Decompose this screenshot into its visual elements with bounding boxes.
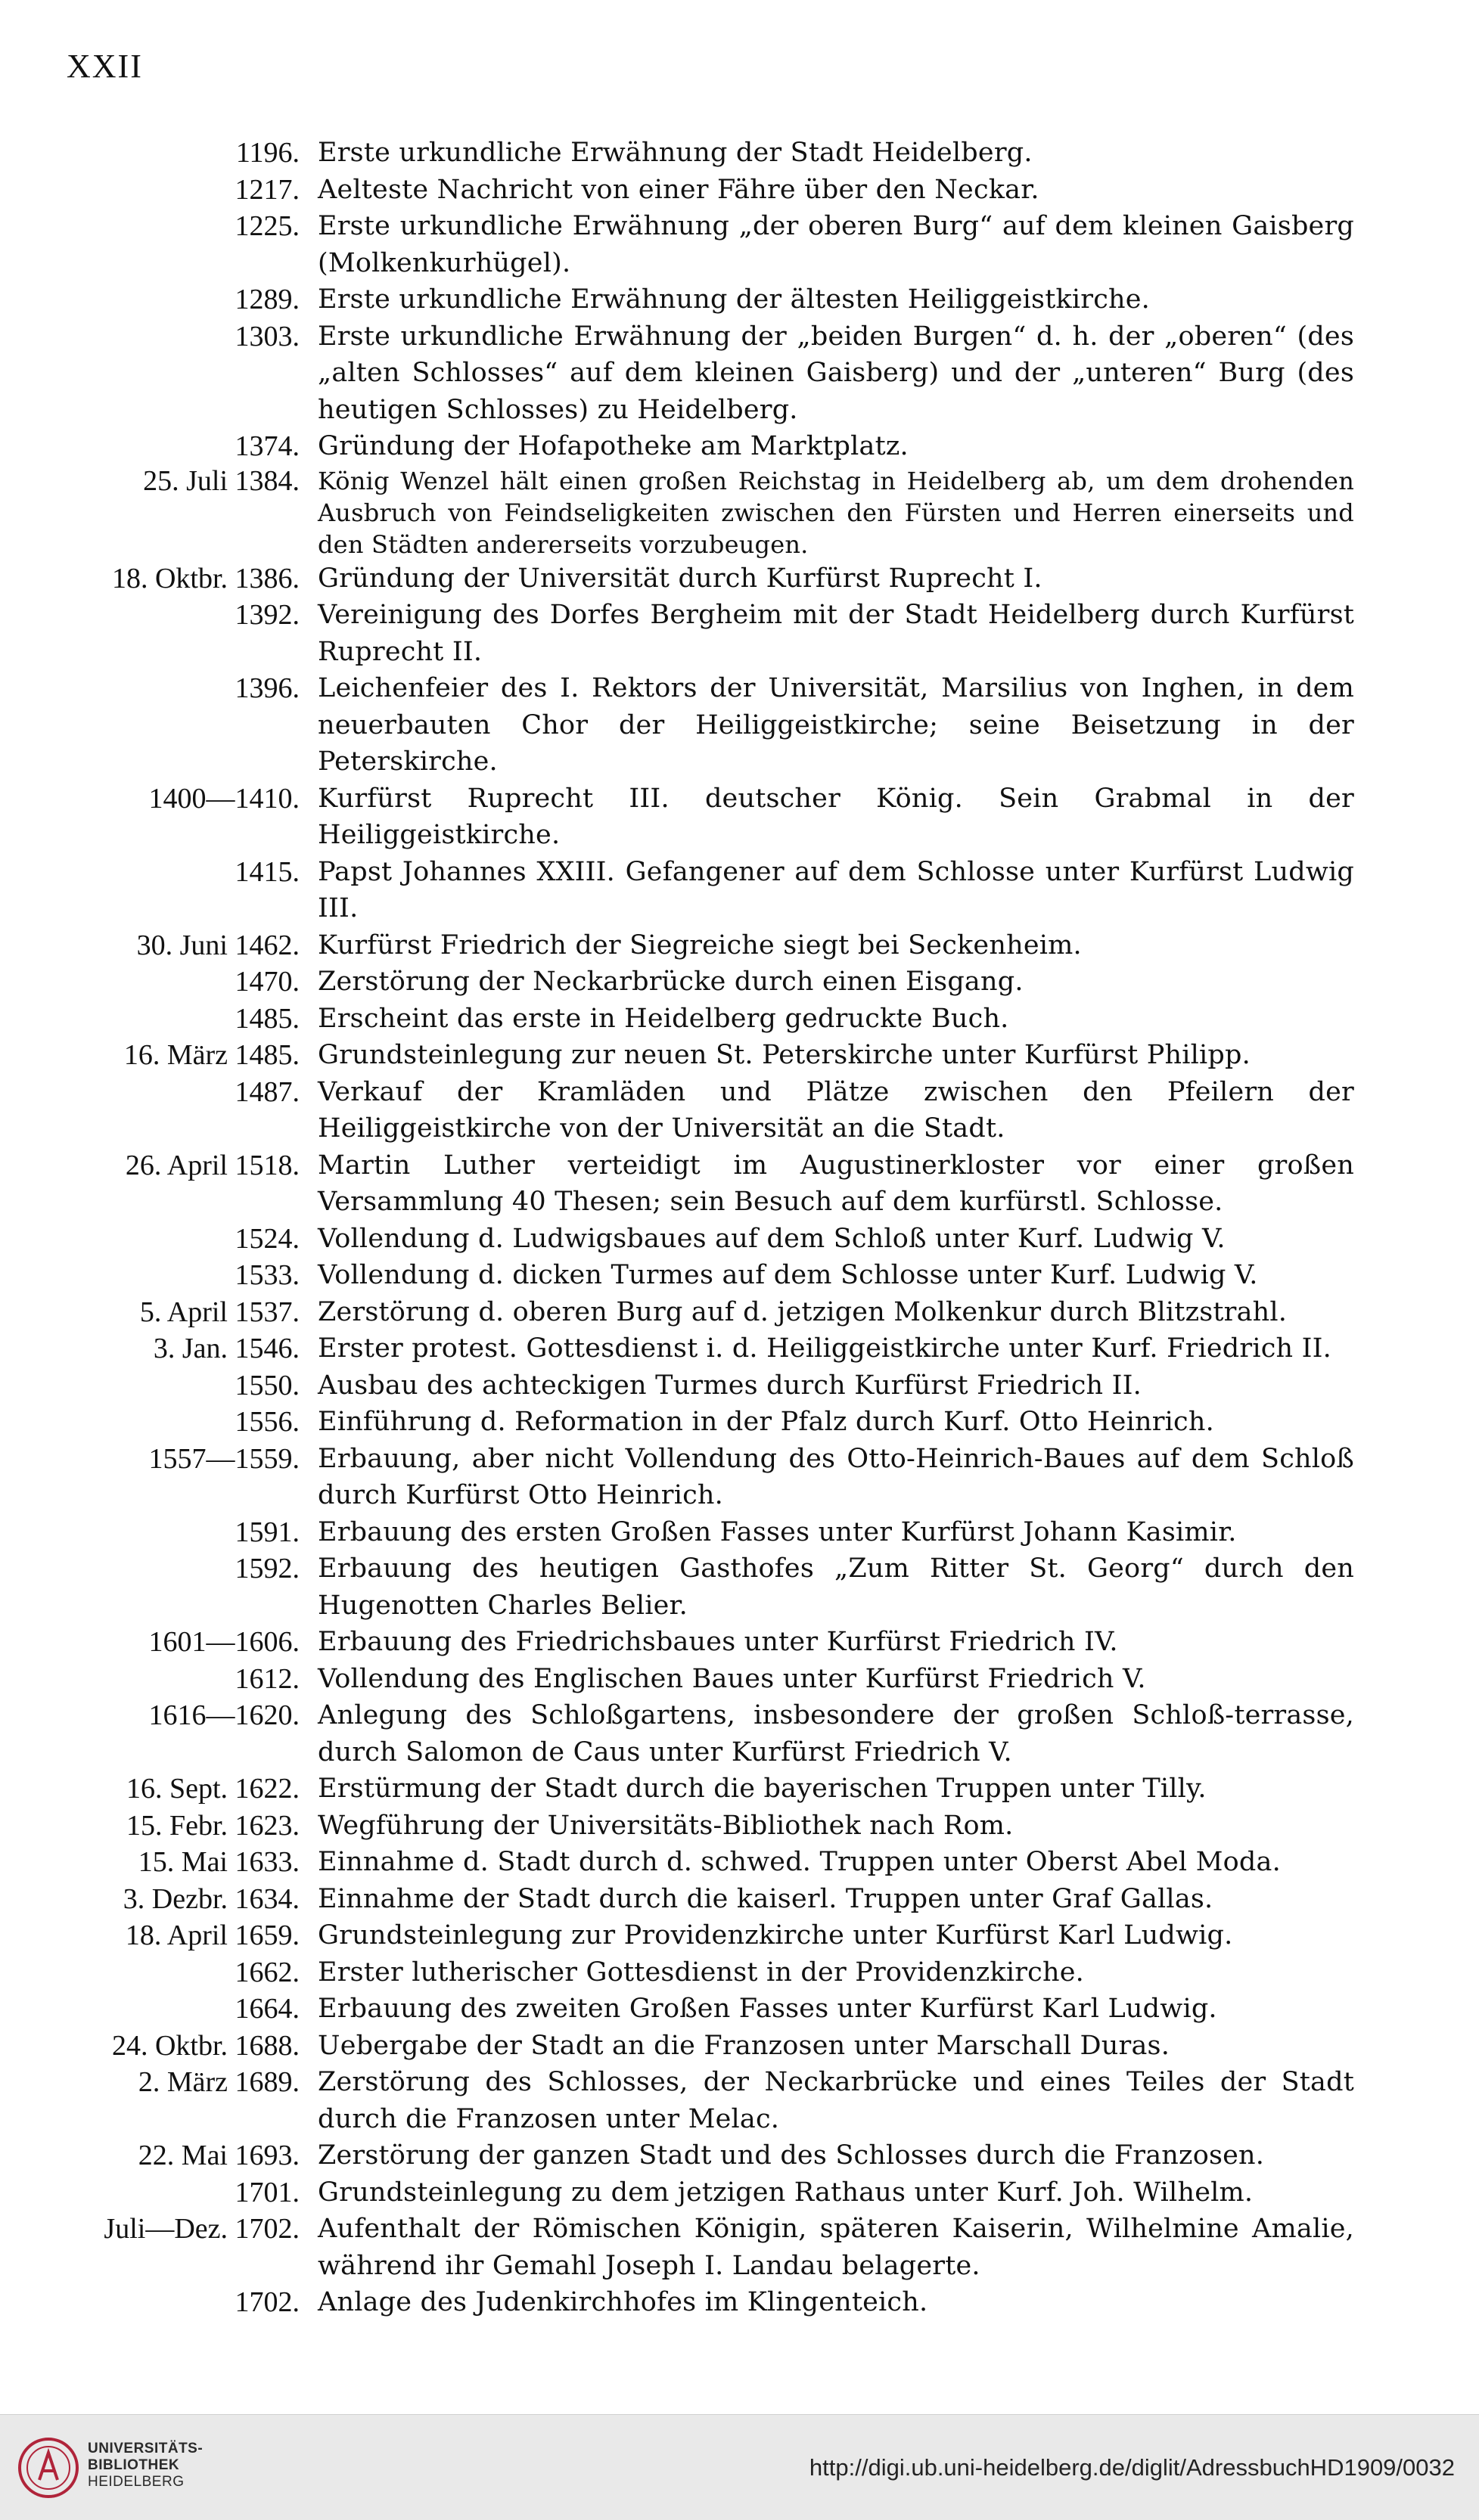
entry-text: Einnahme der Stadt durch die kaiserl. Truppen unter Graf Gallas. — [318, 1883, 1213, 1914]
entry-date: 1524. — [235, 1222, 300, 1255]
entry-text: Erbauung des Friedrichsbaues unter Kurfürst Friedrich IV. — [318, 1627, 1118, 1657]
entry-date: 1612. — [235, 1662, 300, 1695]
entry-date: 15. Mai 1633. — [138, 1846, 300, 1878]
chronology-entry — [38, 1367, 1354, 1404]
entry-text: König Wenzel hält einen großen Reichstag in Heidelberg ab, um dem drohenden Ausbruch von Feindseligkeiten zwischen den Fürsten und Herren einerseits und den Städten andererseits vorzubeugen. — [318, 466, 1354, 559]
chronology-entry — [38, 1771, 1354, 1808]
chronology-entry — [38, 1001, 1354, 1038]
chronology-entry — [38, 781, 1354, 854]
entry-date: 1601—1606. — [148, 1626, 300, 1658]
entry-text: Vollendung d. dicken Turmes auf dem Schlosse unter Kurf. Ludwig V. — [318, 1260, 1258, 1290]
chronology-entry — [38, 1330, 1354, 1367]
entry-text: Aufenthalt der Römischen Königin, späteren Kaiserin, Wilhelmine Amalie, während ihr Gemahl Joseph I. Landau belagerte. — [318, 2214, 1354, 2281]
entry-text: Erscheint das erste in Heidelberg gedruckte Buch. — [318, 1003, 1009, 1034]
chronology-entry — [38, 964, 1354, 1001]
entry-date: 1415. — [235, 855, 300, 888]
entry-date: 26. April 1518. — [125, 1149, 300, 1181]
entry-text: Aelteste Nachricht von einer Fähre über den Neckar. — [318, 174, 1039, 205]
chronology-entry — [38, 1037, 1354, 1074]
entry-date: 3. Jan. 1546. — [153, 1333, 300, 1364]
chronology-entry — [38, 1697, 1354, 1771]
chronology-entry — [38, 1624, 1354, 1661]
entry-date: 1701. — [235, 2176, 300, 2208]
entry-date: 22. Mai 1693. — [138, 2140, 300, 2171]
entry-text: Wegführung der Universitäts-Bibliothek nach Rom. — [318, 1810, 1014, 1841]
entry-text: Erste urkundliche Erwähnung der „beiden Burgen“ d. h. der „oberen“ (des „alten Schlosses“ auf dem kleinen Gaisberg) und der „unteren“ Burg (des heutigen Schlosses) zu Heidelberg. — [318, 321, 1354, 425]
entry-text: Vollendung des Englischen Baues unter Kurfürst Friedrich V. — [318, 1663, 1146, 1694]
chronology-entry — [38, 1257, 1354, 1294]
entry-text: Grundsteinlegung zur neuen St. Peterskirche unter Kurfürst Philipp. — [318, 1040, 1251, 1070]
entry-text: Zerstörung der Neckarbrücke durch einen Eisgang. — [318, 967, 1024, 997]
institution-line: UNIVERSITÄTS- — [88, 2441, 204, 2456]
chronology-entry — [38, 1404, 1354, 1441]
entry-date: 24. Oktbr. 1688. — [111, 2029, 300, 2062]
chronology-entry — [38, 1514, 1354, 1551]
chronology-entry — [38, 1844, 1354, 1881]
chronology-entry — [38, 1550, 1354, 1624]
entry-date: 1225. — [235, 210, 300, 242]
chronology-entry — [38, 597, 1354, 670]
chronology-entry — [38, 1221, 1354, 1258]
entry-date: 2. März 1689. — [138, 2066, 300, 2098]
chronology-entry — [38, 208, 1354, 281]
entry-text: Vereinigung des Dorfes Bergheim mit der Stadt Heidelberg durch Kurfürst Ruprecht II. — [318, 600, 1354, 667]
entry-text: Erste urkundliche Erwähnung der ältesten Heiliggeistkirche. — [318, 284, 1150, 315]
entry-date: 1396. — [235, 672, 300, 704]
entry-text: Erbauung des ersten Großen Fasses unter Kurfürst Johann Kasimir. — [318, 1516, 1237, 1547]
entry-date: 1217. — [235, 173, 300, 206]
chronology-entry — [38, 2174, 1354, 2211]
entry-date: 1557—1559. — [148, 1442, 300, 1475]
page-number: XXII — [67, 48, 143, 85]
entry-date: 18. April 1659. — [125, 1919, 300, 1951]
entry-text: Erste urkundliche Erwähnung „der oberen Burg“ auf dem kleinen Gaisberg (Molkenkurhügel). — [318, 211, 1354, 278]
chronology-entry — [38, 1808, 1354, 1845]
university-seal-icon — [17, 2436, 80, 2500]
entry-date: 1485. — [235, 1002, 300, 1035]
chronology-entry — [38, 670, 1354, 781]
chronology-entry — [38, 1881, 1354, 1918]
chronology-entry — [38, 2211, 1354, 2284]
entry-date: 1702. — [235, 2286, 300, 2318]
entry-date: 5. April 1537. — [139, 1296, 300, 1328]
chronology-entry — [38, 2284, 1354, 2321]
entry-text: Papst Johannes XXIII. Gefangener auf dem Schlosse unter Kurfürst Ludwig III. — [318, 856, 1354, 923]
chronology-entry — [38, 281, 1354, 318]
entry-text: Grundsteinlegung zu dem jetzigen Rathaus unter Kurf. Joh. Wilhelm. — [318, 2177, 1254, 2208]
entry-text: Leichenfeier des I. Rektors der Universität, Marsilius von Inghen, in dem neuerbauten Chor der Heiliggeistkirche; seine Beisetzung in der Peterskirche. — [318, 673, 1354, 777]
entry-text: Einführung d. Reformation in der Pfalz durch Kurf. Otto Heinrich. — [318, 1407, 1214, 1437]
institution-line: HEIDELBERG — [88, 2474, 185, 2490]
entry-text: Ausbau des achteckigen Turmes durch Kurfürst Friedrich II. — [318, 1370, 1142, 1401]
entry-text: Erbauung, aber nicht Vollendung des Otto-Heinrich-Baues auf dem Schloß durch Kurfürst Otto Heinrich. — [318, 1443, 1354, 1510]
entry-text: Zerstörung d. oberen Burg auf d. jetzigen Molkenkur durch Blitzstrahl. — [318, 1296, 1288, 1327]
entry-date: 1487. — [235, 1075, 300, 1108]
chronology-entry — [38, 1991, 1354, 2028]
entry-text: Erste urkundliche Erwähnung der Stadt Heidelberg. — [318, 138, 1033, 168]
entry-text: Gründung der Universität durch Kurfürst Ruprecht I. — [318, 563, 1042, 594]
entry-date: 16. März 1485. — [123, 1039, 300, 1071]
chronology-entry — [38, 1294, 1354, 1331]
entry-date: 16. Sept. 1622. — [126, 1773, 300, 1805]
chronology-entry — [38, 1441, 1354, 1514]
entry-date: 1664. — [235, 1993, 300, 2025]
chronology-entry — [38, 318, 1354, 429]
entry-date: 1374. — [235, 430, 300, 462]
chronology-entry — [38, 560, 1354, 597]
source-url-link[interactable]: http://digi.ub.uni-heidelberg.de/diglit/AdressbuchHD1909/0032 — [809, 2454, 1455, 2481]
entry-date: Juli—Dez. 1702. — [104, 2213, 300, 2245]
entry-date: 1550. — [235, 1369, 300, 1401]
chronology-entry — [38, 465, 1354, 560]
entry-date: 15. Febr. 1623. — [126, 1809, 300, 1842]
chronology-entry — [38, 2064, 1354, 2137]
entry-date: 3. Dezbr. 1634. — [123, 1882, 300, 1915]
entry-date: 30. Juni 1462. — [136, 929, 300, 961]
entry-text: Zerstörung des Schlosses, der Neckarbrücke und eines Teiles der Stadt durch die Franzosen unter Melac. — [318, 2067, 1354, 2134]
entry-text: Kurfürst Friedrich der Siegreiche siegt bei Seckenheim. — [318, 929, 1082, 961]
entry-text: Erstürmung der Stadt durch die bayerischen Truppen unter Tilly. — [318, 1774, 1207, 1804]
entry-date: 1400—1410. — [148, 782, 300, 815]
entry-text: Zerstörung der ganzen Stadt und des Schlosses durch die Franzosen. — [318, 2140, 1265, 2171]
entry-date: 1616—1620. — [148, 1699, 300, 1731]
entry-date: 1556. — [235, 1406, 300, 1438]
footer-bar — [0, 2414, 1479, 2520]
chronology-entry — [38, 2028, 1354, 2065]
chronology-entry — [38, 135, 1354, 172]
institution-line: BIBLIOTHEK — [88, 2457, 180, 2473]
entry-date: 1392. — [235, 599, 300, 631]
entry-text: Anlegung des Schloßgartens, insbesondere der großen Schloß-terrasse, durch Salomon de Caus unter Kurfürst Friedrich V. — [318, 1700, 1354, 1767]
entry-text: Uebergabe der Stadt an die Franzosen unter Marschall Duras. — [318, 2030, 1170, 2061]
entry-text: Einnahme d. Stadt durch d. schwed. Truppen unter Oberst Abel Moda. — [318, 1847, 1281, 1877]
entry-date: 1289. — [235, 284, 300, 315]
chronology-entry — [38, 1147, 1354, 1221]
entry-text: Erster lutherischer Gottesdienst in der Providenzkirche. — [318, 1957, 1084, 1988]
entry-text: Vollendung d. Ludwigsbaues auf dem Schloß unter Kurf. Ludwig V. — [318, 1223, 1226, 1254]
entry-text: Grundsteinlegung zur Providenzkirche unter Kurfürst Karl Ludwig. — [318, 1920, 1233, 1951]
entry-date: 1196. — [235, 137, 300, 169]
chronology-entry — [38, 854, 1354, 927]
chronology-entry — [38, 172, 1354, 209]
entry-text: Verkauf der Kramläden und Plätze zwischen den Pfeilern der Heiliggeistkirche von der Universität an die Stadt. — [318, 1076, 1354, 1144]
entry-text: Erbauung des zweiten Großen Fasses unter Kurfürst Karl Ludwig. — [318, 1994, 1217, 2024]
entry-date: 18. Oktbr. 1386. — [111, 562, 300, 594]
entry-text: Martin Luther verteidigt im Augustinerkloster vor einer großen Versammlung 40 Thesen; sein Besuch auf dem kurfürstl. Schlosse. — [318, 1150, 1354, 1217]
institution-name — [88, 2441, 203, 2491]
entry-date: 1591. — [235, 1516, 300, 1548]
chronology-entry — [38, 1074, 1354, 1147]
chronology-entry — [38, 428, 1354, 465]
chronology-entry — [38, 1661, 1354, 1698]
chronology-entry — [38, 1917, 1354, 1954]
entry-text: Erbauung des heutigen Gasthofes „Zum Ritter St. Georg“ durch den Hugenotten Charles Belier. — [318, 1553, 1354, 1621]
entry-text: Anlage des Judenkirchhofes im Klingenteich. — [318, 2287, 928, 2317]
chronology-entry — [38, 2137, 1354, 2174]
chronology-list — [38, 135, 1354, 2321]
entry-date: 1470. — [235, 966, 300, 998]
chronology-entry — [38, 927, 1354, 964]
entry-text: Gründung der Hofapotheke am Marktplatz. — [318, 431, 909, 461]
entry-date: 1592. — [235, 1553, 300, 1584]
entry-date: 1533. — [235, 1259, 300, 1291]
entry-date: 1303. — [235, 320, 300, 352]
entry-text: Kurfürst Ruprecht III. deutscher König. Sein Grabmal in der Heiliggeistkirche. — [318, 783, 1354, 850]
chronology-entry — [38, 1954, 1354, 1991]
entry-text: Erster protest. Gottesdienst i. d. Heiliggeistkirche unter Kurf. Friedrich II. — [318, 1333, 1331, 1364]
entry-date: 1662. — [235, 1956, 300, 1988]
entry-date: 25. Juli 1384. — [143, 464, 300, 497]
